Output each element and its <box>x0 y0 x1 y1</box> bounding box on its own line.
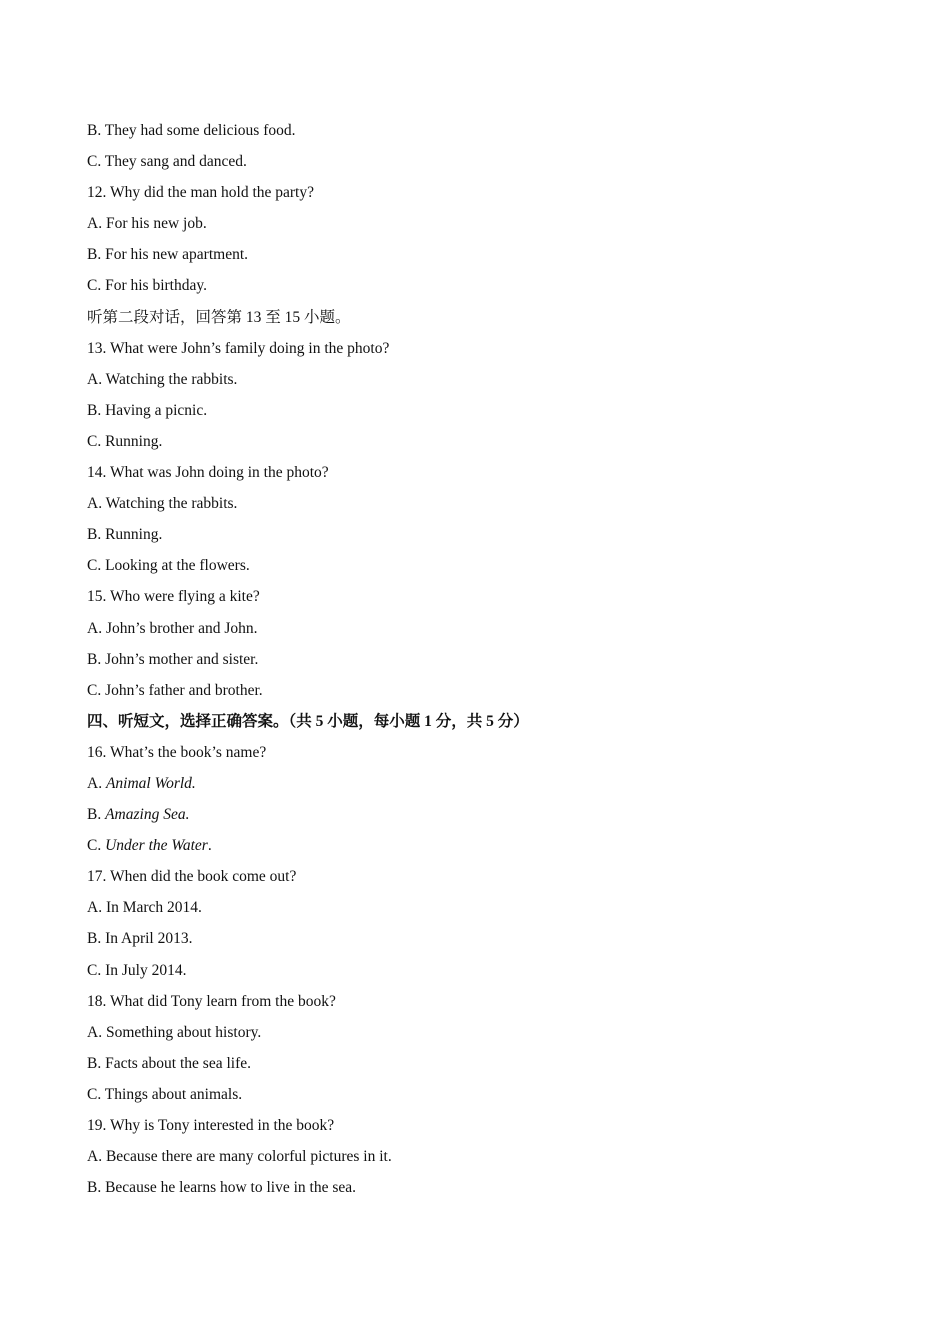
question-text: 13. What were John’s family doing in the photo? <box>87 339 390 357</box>
answer-option: A. John’s brother and John. <box>87 619 258 637</box>
question-text: 19. Why is Tony interested in the book? <box>87 1117 335 1134</box>
answer-option: C. They sang and danced. <box>87 153 247 171</box>
answer-option <box>87 832 867 863</box>
answer-option: A. Watching the rabbits. <box>87 370 238 388</box>
option-letter: B. <box>87 806 106 824</box>
question-text: 15. Who were flying a kite? <box>87 588 260 606</box>
answer-option: B. In April 2013. <box>87 930 193 948</box>
book-title: Animal World. <box>105 774 196 792</box>
answer-option: A. Because there are many colorful pictures in it. <box>87 1148 392 1166</box>
book-title: Amazing Sea. <box>105 806 190 824</box>
question-text: 17. When did the book come out? <box>87 868 297 886</box>
answer-option: B. They had some delicious food. <box>87 122 296 139</box>
answer-option: A. In March 2014. <box>87 899 202 917</box>
document-content <box>87 117 867 1205</box>
answer-option: C. For his birthday. <box>87 277 207 295</box>
answer-option: A. Watching the rabbits. <box>87 495 238 513</box>
question-text: 12. Why did the man hold the party? <box>87 184 314 202</box>
answer-option: C. Things about animals. <box>87 1085 243 1103</box>
question-text: 16. What’s the book’s name? <box>87 743 267 761</box>
answer-option <box>87 801 867 832</box>
option-suffix: . <box>207 837 212 855</box>
answer-option: C. Running. <box>87 432 163 450</box>
answer-option <box>87 770 867 801</box>
answer-option: A. For his new job. <box>87 215 207 233</box>
answer-option: B. Having a picnic. <box>87 401 208 419</box>
answer-option: C. Looking at the flowers. <box>87 557 250 575</box>
option-letter: C. <box>87 837 106 855</box>
answer-option: C. John’s father and brother. <box>87 681 263 699</box>
option-letter: A. <box>87 774 106 792</box>
section-heading: 四、听短文，选择正确答案。（共 5 小题，每小题 1 分，共 5 分） <box>87 712 529 730</box>
answer-option: B. For his new apartment. <box>87 246 249 264</box>
book-title: Under the Water <box>105 837 208 855</box>
section-instruction: 听第二段对话，回答第 13 至 15 小题。 <box>87 308 351 326</box>
question-text: 14. What was John doing in the photo? <box>87 464 329 482</box>
answer-option: A. Something about history. <box>87 1023 262 1041</box>
answer-option: B. Because he learns how to live in the sea. <box>87 1179 357 1197</box>
question-text: 18. What did Tony learn from the book? <box>87 992 336 1010</box>
answer-option: B. Facts about the sea life. <box>87 1054 251 1072</box>
answer-option: B. Running. <box>87 526 163 544</box>
answer-option: C. In July 2014. <box>87 961 187 979</box>
answer-option: B. John’s mother and sister. <box>87 650 259 668</box>
